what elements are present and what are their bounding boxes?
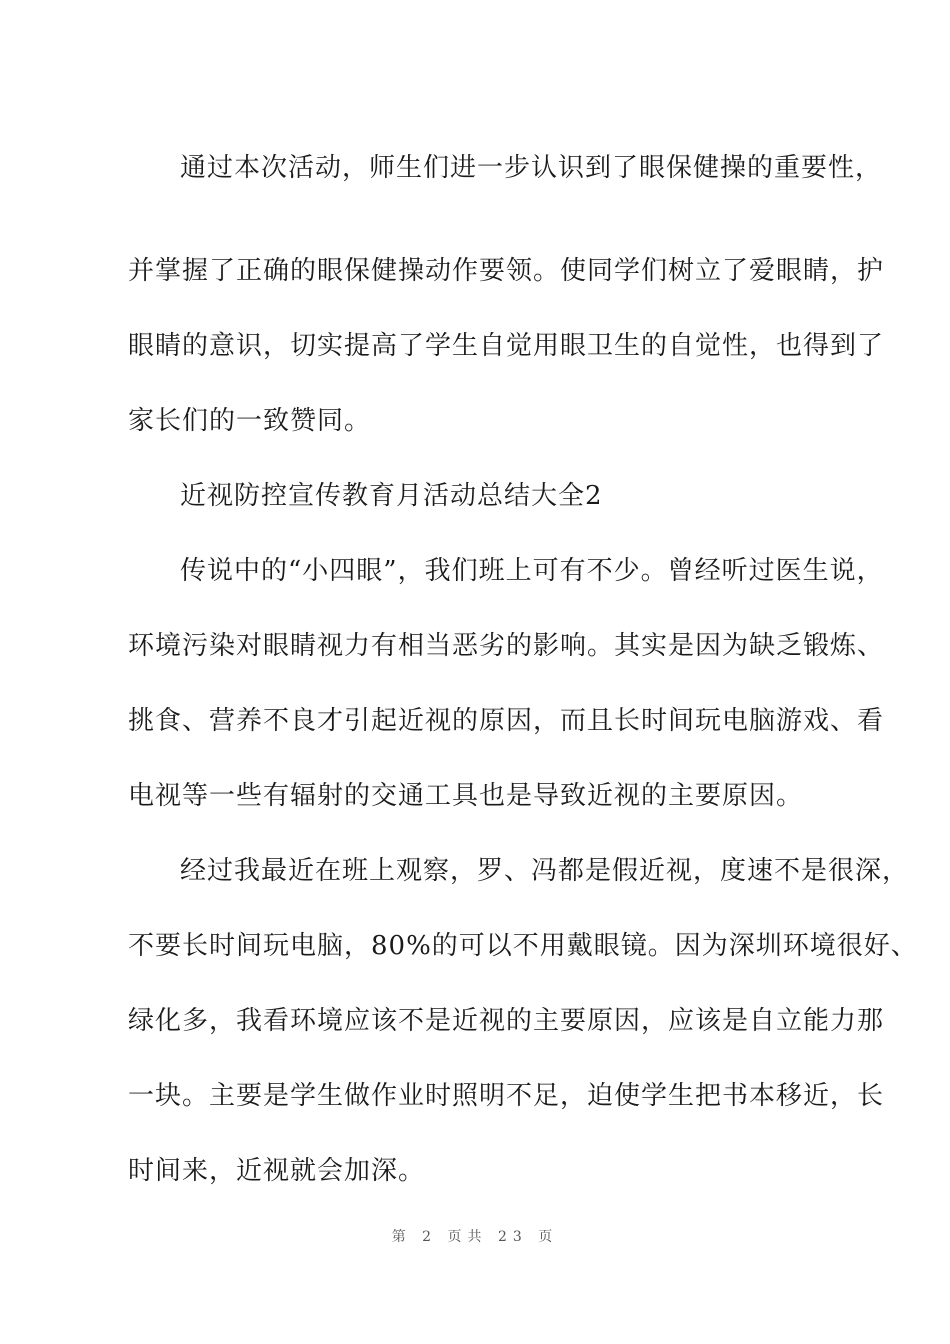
paragraph-1-line-1: 通过本次活动，师生们进一步认识到了眼保健操的重要性，: [180, 153, 883, 183]
section-heading: 近视防控宣传教育月活动总结大全2: [180, 481, 603, 511]
paragraph-2-line-1: 传说中的“小四眼”，我们班上可有不少。曾经听过医生说，: [180, 556, 884, 586]
paragraph-2-line-2: 环境污染对眼睛视力有相当恶劣的影响。其实是因为缺乏锻炼、: [128, 631, 885, 661]
paragraph-1-line-3: 眼睛的意识，切实提高了学生自觉用眼卫生的自觉性，也得到了: [128, 331, 885, 361]
paragraph-2-line-3: 挑食、营养不良才引起近视的原因，而且长时间玩电脑游戏、看: [128, 706, 885, 736]
paragraph-3-line-4: 一块。主要是学生做作业时照明不足，迫使学生把书本移近，长: [128, 1081, 885, 1111]
paragraph-3-line-2: 不要长时间玩电脑，80%的可以不用戴眼镜。因为深圳环境很好、: [128, 931, 918, 961]
paragraph-3-line-1: 经过我最近在班上观察，罗、冯都是假近视，度速不是很深，: [180, 856, 910, 886]
paragraph-1-line-2: 并掌握了正确的眼保健操动作要领。使同学们树立了爱眼睛，护: [128, 256, 885, 286]
paragraph-3-line-5: 时间来，近视就会加深。: [128, 1156, 426, 1186]
page-number-footer: 第 2 页共 23 页: [391, 1229, 559, 1245]
paragraph-2-line-4: 电视等一些有辐射的交通工具也是导致近视的主要原因。: [128, 781, 804, 811]
paragraph-1-line-4: 家长们的一致赞同。: [128, 406, 372, 436]
paragraph-3-line-3: 绿化多，我看环境应该不是近视的主要原因，应该是自立能力那: [128, 1006, 885, 1036]
